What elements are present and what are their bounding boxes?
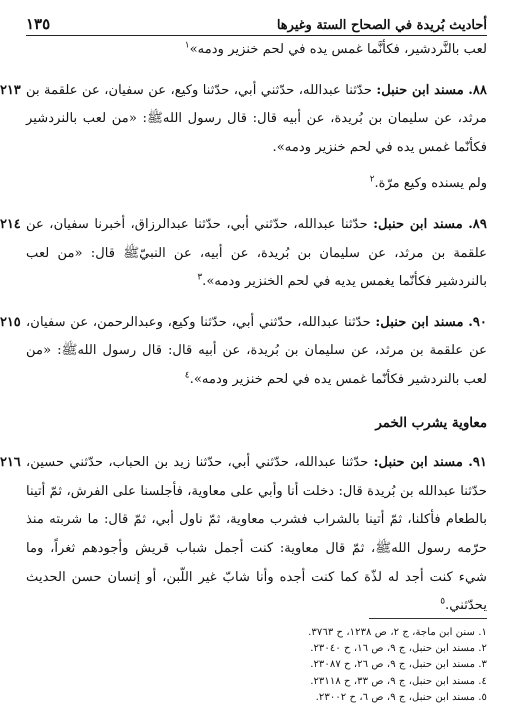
hadith-88-text: حدّثنا عبدالله، حدّثني أبي، حدّثنا وكيع، عن سفيان، عن علقمة بن مرثد، عن سليمان بن بُريدة، عن أبيه قال: قال رسول اللهﷺ: «من لعب بالنردشير فكأنّما غمس يده في لحم خنزير ودمه».	[26, 82, 487, 155]
continued-text: لعب بالنَّردشير، فكأنَّما غمس يده في لحم خنزير ودمه»	[189, 42, 487, 57]
continued-paragraph	[26, 36, 487, 65]
hadith-91-ref: ٢١٦	[0, 455, 21, 471]
footnote: ١. سنن ابن ماجة، ج ٢، ص ١٢٣٨، ح ٣٧٦٣.	[308, 626, 487, 638]
footnote-marker: ٤	[184, 370, 190, 381]
hadith-89-text: حدّثنا عبدالله، حدّثني أبي، حدّثنا عبدالرزاق، أخبرنا سفيان، عن علقمة بن مرثد، عن سليمان بن بُريدة، عن أبيه، عن النبيّﷺ قال: «من لعب بالنردشير فكأنّما يغمس يديه في لحم الخنزير ودمه».	[26, 216, 487, 290]
footnotes	[26, 618, 487, 706]
hadith-88-remark-line	[26, 170, 487, 199]
footnote: ٢. مسند ابن حنبل، ج ٩، ص ١٦، ح ٢٣٠٤٠.	[310, 643, 487, 655]
hadith-91	[0, 449, 487, 621]
hadith-88-remark: ولم يسنده وكيع مرّة.	[374, 176, 487, 192]
footnote-marker: ٢	[369, 174, 375, 185]
hadith-90	[0, 309, 487, 395]
hadith-91-text: حدّثنا عبدالله، حدّثني أبي، حدّثنا زيد بن الحباب، حدّثني حسين، حدّثنا عبدالله بن بُريدة قال: دخلت أنا وأبي على معاوية، فأجلسنا على الفرش، ثمّ أتينا بالطعام فأكلنا، ثمّ أتينا بالشراب فشرب معاوية، ثمّ ناول أبي، ثمّ قال: ما شربته منذ حرّمه رسول اللهﷺ، ثمّ قال معاوية: كنت أجمل شباب قريش وأجودهم ثغراً، وما شيء كنت أجد له لذّة كما كنت أجده وأنا شابّ غير اللّبن، أو إنسان حسن الحديث يحدّثني.	[26, 455, 487, 614]
footnote: ٤. مسند ابن حنبل، ج ٩، ص ٣٣، ح ٢٣١١٨.	[310, 675, 487, 687]
hadith-88-ref: ٢١٣	[0, 82, 21, 98]
hadith-88	[0, 77, 487, 163]
section-title: معاوية يشرب الخمر	[375, 414, 487, 431]
footnote-marker: ١	[184, 40, 190, 51]
hadith-89-ref: ٢١٤	[0, 216, 21, 232]
hadith-90-number: ٩٠.	[468, 314, 487, 330]
footnote: ٥. مسند ابن حنبل، ج ٩، ص ٦، ح ٢٣٠٠٢.	[315, 691, 487, 703]
page-number: ١٣٥	[26, 15, 51, 33]
page-body	[0, 36, 487, 621]
hadith-88-source: مسند ابن حنبل:	[376, 82, 464, 98]
footnote-marker: ٥	[440, 596, 446, 607]
footnote-marker: ٣	[197, 272, 203, 283]
header-title: أحاديث بُريدة في الصحاح الستة وغيرها	[276, 18, 487, 33]
hadith-90-text: حدّثنا عبدالله، حدّثني أبي، حدّثنا وكيع، وعبدالرحمن، عن سفيان، عن علقمة بن مرثد، عن سليمان بن بُريدة، عن أبيه قال: قال رسول اللهﷺ: «من لعب بالنردشير فكأنّما غمس يده في لحم خنزير ودمه».	[26, 314, 487, 387]
footnote: ٣. مسند ابن حنبل، ج ٩، ص ٢٦، ح ٢٣٠٨٧.	[310, 659, 487, 671]
hadith-90-ref: ٢١٥	[0, 314, 21, 330]
running-header	[26, 0, 487, 36]
hadith-89-number: ٨٩.	[468, 216, 487, 232]
hadith-89-source: مسند ابن حنبل:	[373, 216, 463, 232]
hadith-91-number: ٩١.	[468, 455, 487, 471]
hadith-88-number: ٨٨.	[468, 82, 487, 98]
footnote-divider	[369, 618, 487, 619]
hadith-89	[0, 211, 487, 297]
hadith-90-source: مسند ابن حنبل:	[375, 314, 464, 330]
hadith-91-source: مسند ابن حنبل:	[373, 455, 463, 471]
